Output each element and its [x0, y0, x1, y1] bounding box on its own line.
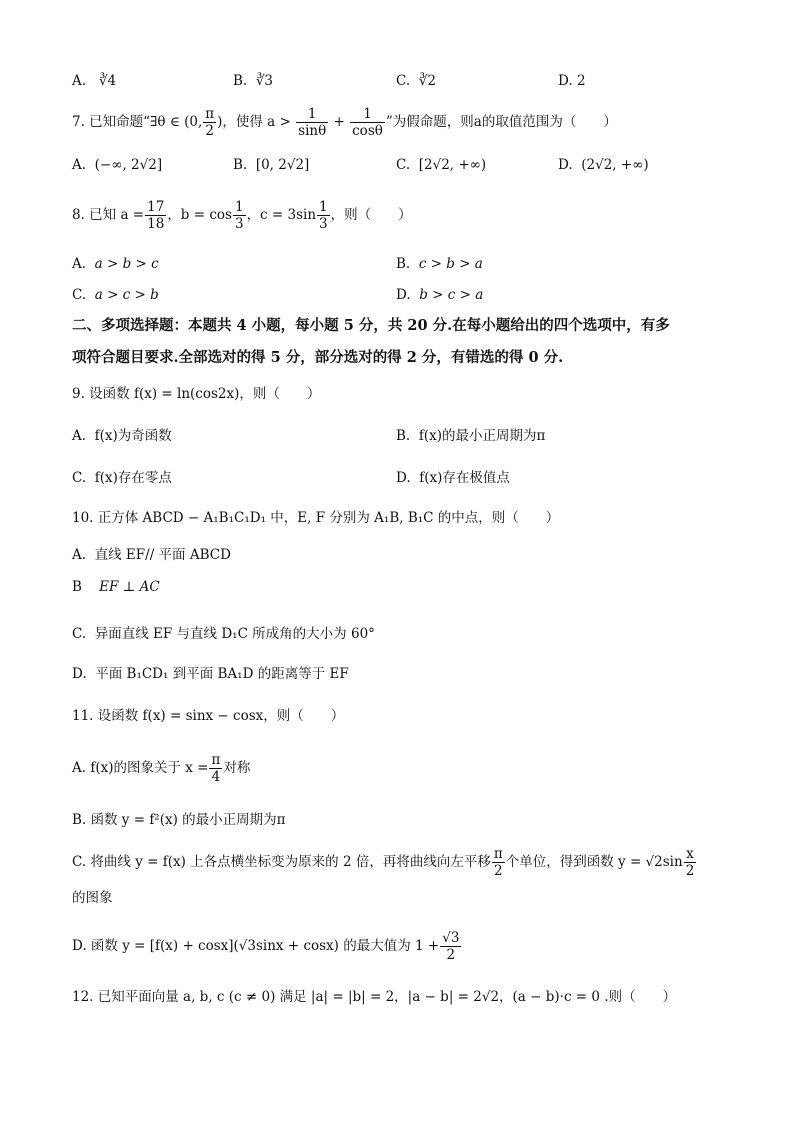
q8-frac-b: $\frac{1}{3}$ [234, 199, 244, 232]
q10-stem: 10. 正方体 ABCD − A₁B₁C₁D₁ 中，E, F 分别为 A₁B, B₁C 的中点，则（ ） [72, 510, 560, 526]
q10-option-c: C. 异面直线 EF 与直线 D₁C 所成角的大小为 60° [72, 626, 375, 642]
q10-option-d: D. 平面 B₁CD₁ 到平面 BA₁D 的距离等于 EF [72, 666, 349, 682]
q11-option-d: D. 函数 y = [f(x) + cosx](√3sinx + cosx) 的最大值为 1 + $\frac{√3}{2}$ [72, 930, 460, 963]
q7-option-a: A. (−∞, 2√2] [72, 157, 163, 173]
q11c-frac-pi: $\frac{\pi}{2}$ [493, 846, 503, 879]
q11-option-c-line2: 的图象 [72, 890, 113, 906]
q11-option-b: B. 函数 y = f²(x) 的最小正周期为π [72, 812, 286, 828]
q7-frac-cos: $\frac{1}{\cos\theta}$ [352, 106, 383, 139]
q11c-frac-x: $\frac{x}{2}$ [685, 846, 695, 879]
q11-option-c: C. 将曲线 y = f(x) 上各点横坐标变为原来的 2 倍，再将曲线向左平移 $\frac{\pi}{2}$ 个单位，得到函数 y = √2sin $\frac{x}{2}$ [72, 846, 695, 879]
q11-option-a: A. f(x)的图象关于 x = $\frac{\pi}{4}$ 对称 [72, 752, 251, 785]
section2-heading-line1: 二、多项选择题：本题共 4 小题，每小题 5 分，共 20 分.在每小题给出的四个选项中，有多 [72, 317, 670, 334]
q8-option-c: C. a > c > b [72, 287, 159, 303]
q11d-frac: $\frac{√3}{2}$ [442, 930, 460, 963]
q7-frac-sin: $\frac{1}{\sin\theta}$ [298, 106, 327, 139]
q9-stem: 9. 设函数 f(x) = ln(cos2x)，则（ ） [72, 386, 321, 402]
q7-option-c: C. [2√2, +∞) [396, 157, 487, 173]
q9-option-c: C. f(x)存在零点 [72, 470, 172, 486]
q7-stem: 7. 已知命题“∃θ ∈ (0, $\frac{\pi}{2}$ )，使得 a > $\frac{1}{\sin\theta}$ + $\frac{1}{\cos\theta}$ ”为假命题，则a的取值范围为（ ） [72, 106, 617, 139]
q9-option-a: A. f(x)为奇函数 [72, 428, 172, 444]
q6-option-d: D. 2 [558, 73, 586, 89]
q8-stem: 8. 已知 a = $\frac{17}{18}$ ，b = cos $\frac{1}{3}$ ，c = 3sin $\frac{1}{3}$ ，则（ ） [72, 199, 412, 232]
q8-option-b: B. c > b > a [396, 256, 483, 272]
q7-frac-pi-2: $\frac{\pi}{2}$ [205, 106, 215, 139]
q10-option-a: A. 直线 EF// 平面 ABCD [72, 547, 231, 563]
q9-option-b: B. f(x)的最小正周期为π [396, 428, 546, 444]
q8-option-a: A. a > b > c [72, 256, 159, 272]
section2-heading-line2: 项符合题目要求.全部选对的得 5 分，部分选对的得 2 分，有错选的得 0 分. [72, 349, 564, 366]
q11a-frac: $\frac{\pi}{4}$ [211, 752, 221, 785]
q11-stem: 11. 设函数 f(x) = sinx − cosx，则（ ） [72, 708, 345, 724]
q8-option-d: D. b > c > a [396, 287, 484, 303]
q7-option-d: D. (2√2, +∞) [558, 157, 649, 173]
q9-option-d: D. f(x)存在极值点 [396, 470, 510, 486]
q8-frac-c: $\frac{1}{3}$ [319, 199, 328, 232]
q7-option-b: B. [0, 2√2] [233, 157, 310, 173]
q10-option-b: B EF ⊥ AC [72, 579, 160, 595]
q6-option-a: A. ∛4 [72, 73, 117, 89]
q6-option-b: B. ∛3 [233, 73, 274, 89]
q6-option-c: C. ∛2 [396, 73, 436, 89]
q8-frac-a: $\frac{17}{18}$ [147, 199, 165, 232]
q12-stem: 12. 已知平面向量 a, b, c (c ≠ 0) 满足 |a| = |b| = 2，|a − b| = 2√2，(a − b)·c = 0 .则（ ） [72, 989, 677, 1005]
